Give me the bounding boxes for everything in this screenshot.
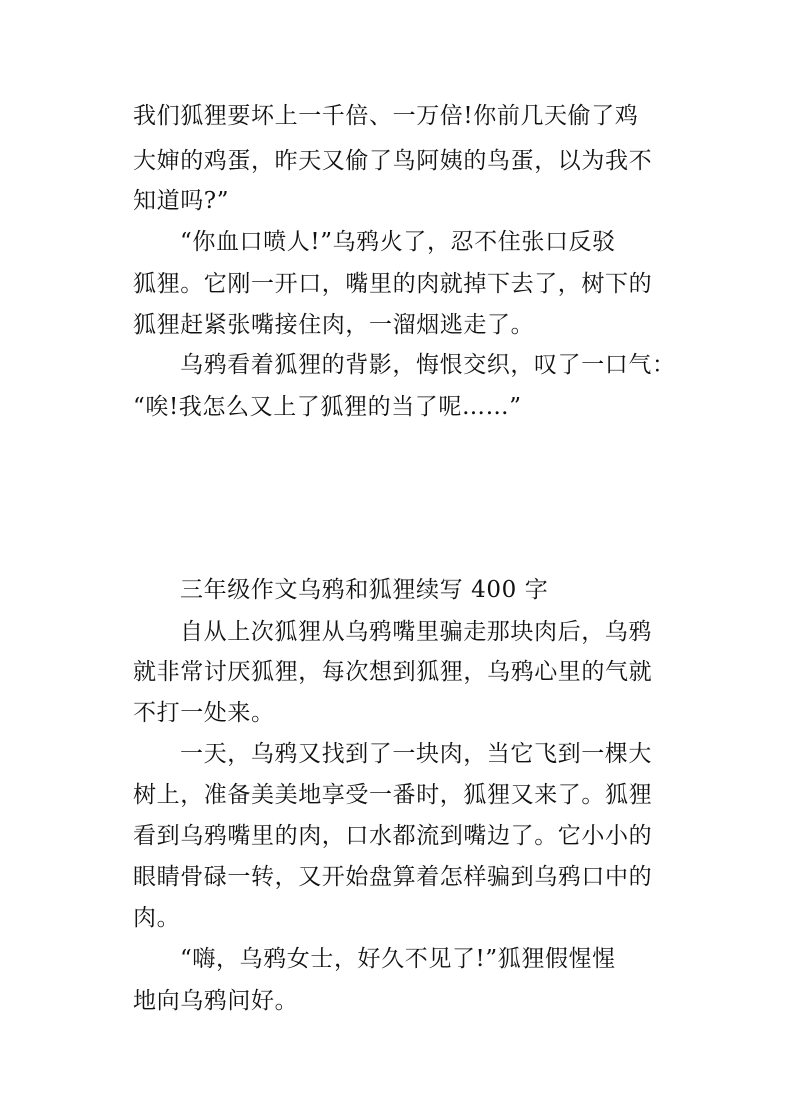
- text-line: 我们狐狸要坏上一千倍、一万倍!你前几天偷了鸡: [133, 103, 639, 129]
- text-line: 看到乌鸦嘴里的肉，口水都流到嘴边了。它小小的: [133, 823, 653, 849]
- text-line: 不打一处来。: [133, 700, 275, 726]
- text-line: “你血口喷人!”乌鸦火了，忍不住张口反驳: [180, 229, 616, 255]
- text-line: “嗨，乌鸦女士，好久不见了!”狐狸假惺惺: [180, 946, 616, 972]
- text-line: 大婶的鸡蛋，昨天又偷了鸟阿姨的鸟蛋，以为我不: [133, 148, 653, 174]
- text-line: 狐狸。它刚一开口，嘴里的肉就掉下去了，树下的: [133, 271, 653, 297]
- text-line: 肉。: [133, 905, 181, 931]
- text-line: 一天，乌鸦又找到了一块肉，当它飞到一棵大: [180, 741, 652, 767]
- text-line: 地向乌鸦问好。: [133, 988, 299, 1014]
- text-line: 知道吗?”: [133, 188, 230, 214]
- text-line: 树上，准备美美地享受一番时，狐狸又来了。狐狸: [133, 782, 653, 808]
- section-title: 三年级作文乌鸦和狐狸续写 400 字: [180, 577, 549, 603]
- text-line: 狐狸赶紧张嘴接住肉，一溜烟逃走了。: [133, 312, 535, 338]
- text-line: “唉!我怎么又上了狐狸的当了呢……”: [133, 394, 522, 420]
- text-line: 就非常讨厌狐狸，每次想到狐狸，乌鸦心里的气就: [133, 659, 653, 685]
- text-line: 乌鸦看着狐狸的背影，悔恨交织，叹了一口气：: [180, 352, 676, 378]
- text-line: 自从上次狐狸从乌鸦嘴里骗走那块肉后，乌鸦: [180, 619, 652, 645]
- text-line: 眼睛骨碌一转，又开始盘算着怎样骗到乌鸦口中的: [133, 864, 653, 890]
